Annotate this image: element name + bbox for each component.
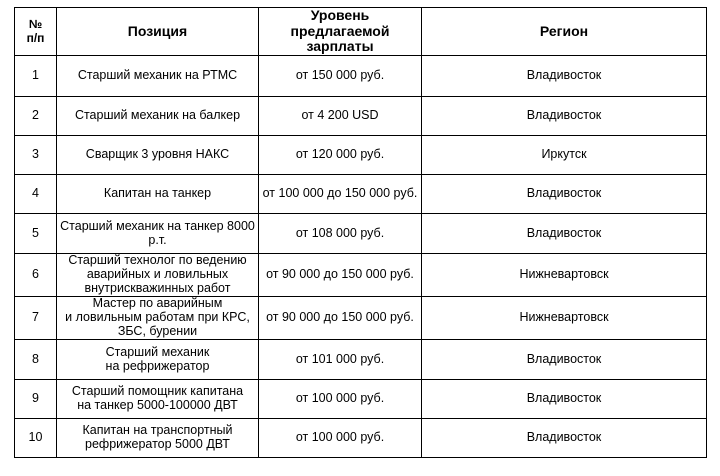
position-line: Капитан на танкер — [103, 186, 212, 201]
row-region: Владивосток — [422, 214, 707, 254]
table-row — [15, 254, 707, 297]
row-position — [57, 254, 259, 297]
row-number: 8 — [15, 340, 57, 380]
row-position — [57, 380, 259, 419]
row-region: Владивосток — [422, 56, 707, 97]
row-position — [57, 175, 259, 214]
row-region: Иркутск — [422, 136, 707, 175]
row-salary: от 150 000 руб. — [259, 56, 422, 97]
position-line: Старший механик на танкер 8000 — [60, 218, 255, 233]
row-position — [57, 297, 259, 340]
row-region: Владивосток — [422, 340, 707, 380]
vacancy-table — [14, 7, 707, 458]
row-region: Владивосток — [422, 419, 707, 458]
position-line: р.т. — [148, 232, 167, 247]
table-row — [15, 419, 707, 458]
position-line: Мастер по аварийным — [92, 296, 223, 311]
row-number: 7 — [15, 297, 57, 340]
position-line: на танкер 5000-100000 ДВТ — [77, 398, 238, 412]
row-position — [57, 136, 259, 175]
row-position — [57, 97, 259, 136]
row-number: 5 — [15, 214, 57, 254]
header-salary: Уровень предлагаемой зарплаты — [259, 8, 422, 56]
table-row — [15, 97, 707, 136]
position-line: Старший технолог по ведению — [68, 253, 247, 268]
row-region: Нижневартовск — [422, 297, 707, 340]
row-salary: от 90 000 до 150 000 руб. — [259, 297, 422, 340]
row-region: Владивосток — [422, 380, 707, 419]
row-position — [57, 419, 259, 458]
row-number: 10 — [15, 419, 57, 458]
position-line: Старший механик на РТМС — [77, 68, 238, 83]
table-row — [15, 297, 707, 340]
row-position — [57, 340, 259, 380]
row-number: 2 — [15, 97, 57, 136]
row-salary: от 100 000 руб. — [259, 380, 422, 419]
row-salary: от 4 200 USD — [259, 97, 422, 136]
table-row — [15, 175, 707, 214]
header-position: Позиция — [57, 8, 259, 56]
position-line: внутрискважинных работ — [84, 280, 231, 295]
position-line: Сварщик 3 уровня НАКС — [85, 147, 230, 162]
row-salary: от 108 000 руб. — [259, 214, 422, 254]
row-number: 6 — [15, 254, 57, 297]
row-region: Владивосток — [422, 175, 707, 214]
table-row — [15, 340, 707, 380]
table-row — [15, 380, 707, 419]
position-line: Старший механик — [105, 344, 210, 359]
row-number: 1 — [15, 56, 57, 97]
position-line: Старший помощник капитана — [71, 384, 244, 399]
header-region: Регион — [422, 8, 707, 56]
header-number: № п/п — [15, 8, 57, 56]
row-number: 9 — [15, 380, 57, 419]
table-row — [15, 56, 707, 97]
row-region: Нижневартовск — [422, 254, 707, 297]
row-position — [57, 214, 259, 254]
position-line: на рефрижератор — [105, 358, 210, 373]
position-line: аварийных и ловильных — [86, 267, 229, 282]
row-salary: от 100 000 до 150 000 руб. — [259, 175, 422, 214]
row-salary: от 100 000 руб. — [259, 419, 422, 458]
row-salary: от 120 000 руб. — [259, 136, 422, 175]
position-line: Капитан на транспортный — [82, 423, 233, 438]
header-row — [15, 8, 707, 56]
row-number: 4 — [15, 175, 57, 214]
row-region: Владивосток — [422, 97, 707, 136]
position-line: и ловильным работам при КРС, — [65, 310, 250, 325]
row-position — [57, 56, 259, 97]
position-line: Старший механик на балкер — [74, 108, 241, 123]
row-salary: от 90 000 до 150 000 руб. — [259, 254, 422, 297]
position-line: рефрижератор 5000 ДВТ — [85, 437, 230, 451]
table-row — [15, 214, 707, 254]
row-salary: от 101 000 руб. — [259, 340, 422, 380]
row-number: 3 — [15, 136, 57, 175]
position-line: ЗБС, бурении — [117, 323, 198, 338]
table-row — [15, 136, 707, 175]
